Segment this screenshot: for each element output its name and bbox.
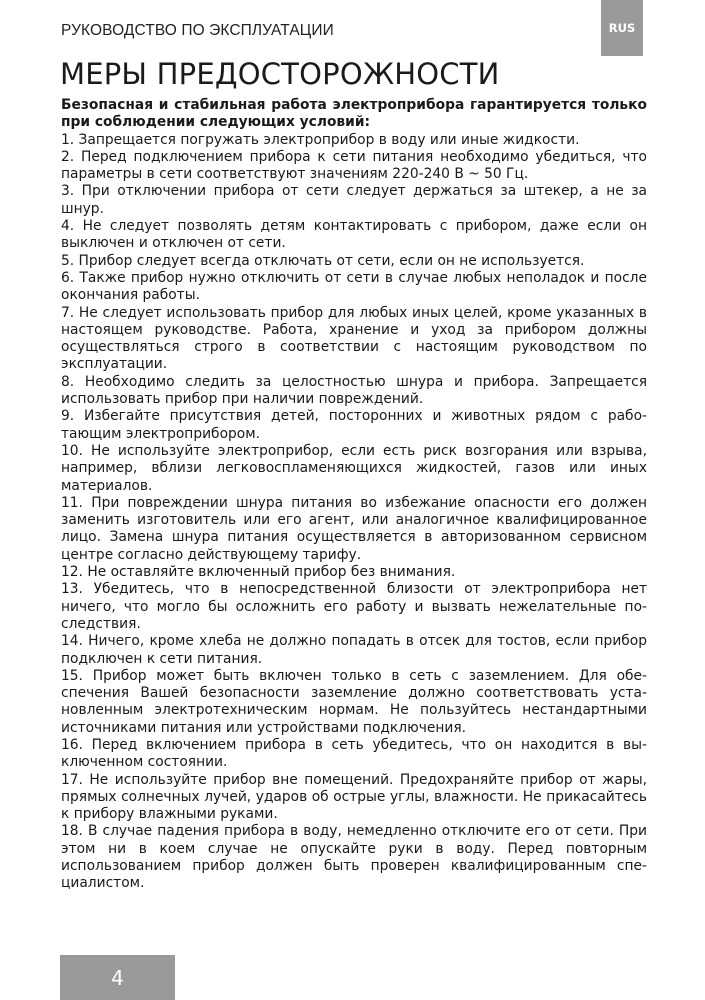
manual-title: РУКОВОДСТВО ПО ЭКСПЛУАТАЦИИ — [61, 22, 334, 39]
precaution-item-4: 4. Не следует позволять детям контактировать с прибором, даже если он выключен и отключен от сети. — [61, 218, 647, 252]
precautions-section — [61, 97, 647, 893]
precaution-item-18: 18. В случае падения прибора в воду, немедленно отключите его от сети. При этом ни в коем случае не опускайте руки в воду. Перед повторным использованием прибор должен быть проверен квалифицированным специалистом. — [61, 823, 647, 892]
page-title: МЕРЫ ПРЕДОСТОРОЖНОСТИ — [60, 57, 500, 91]
language-badge: RUS — [601, 0, 643, 56]
precaution-item-12: 12. Не оставляйте включенный прибор без внимания. — [61, 564, 456, 581]
precaution-item-17: 17. Не используйте прибор вне помещений. Предохраняйте прибор от жары, прямых солнечных лучей, ударов об острые углы, влажности. Не прикасайтесь к прибору влажными руками. — [61, 771, 647, 823]
intro-text: Безопасная и стабильная работа электроприбора гарантируется только при соблюдении следующих условий: — [61, 97, 647, 131]
precaution-item-3: 3. При отключении прибора от сети следует держаться за штекер, а не за шнур. — [61, 183, 647, 217]
precaution-item-1: 1. Запрещается погружать электроприбор в воду или иные жидкости. — [61, 131, 580, 148]
precaution-item-16: 16. Перед включением прибора в сеть убедитесь, что он находится в выключенном состоянии. — [61, 736, 647, 771]
precaution-item-2: 2. Перед подключением прибора к сети питания необходимо убедиться, что параметры в сети соответствуют значениям 220-240 В ~ 50 Гц. — [61, 148, 647, 183]
precaution-item-11: 11. При повреждении шнура питания во избежание опасности его должен заменить изготовитель или его агент, или аналогичное квалифицированное лицо. Замена шнура питания осуществляется в авторизованном сервисном центре согласно действующему тарифу. — [61, 494, 647, 563]
precaution-item-5: 5. Прибор следует всегда отключать от сети, если он не используется. — [61, 252, 585, 269]
precaution-item-7: 7. Не следует использовать прибор для любых иных целей, кроме указанных в настоящем руководстве. Работа, хранение и уход за прибором должны осуществляться строго в соответствии с настоящим руководством по эксплуатации. — [61, 304, 647, 373]
page-number: 4 — [60, 955, 175, 1000]
precaution-item-9: 9. Избегайте присутствия детей, посторонних и животных рядом с работающим электроприбором. — [61, 408, 647, 442]
precaution-item-8: 8. Необходимо следить за целостностью шнура и прибора. Запрещается использовать прибор при наличии повреждений. — [61, 373, 647, 408]
precaution-item-13: 13. Убедитесь, что в непосредственной близости от электроприбора нет ничего, что могло бы осложнить его работу и вызвать нежелательные последствия. — [61, 581, 647, 632]
precaution-item-6: 6. Также прибор нужно отключить от сети в случае любых неполадок и после окончания работы. — [61, 269, 647, 304]
precaution-item-15: 15. Прибор может быть включен только в сеть с заземлением. Для обеспечения Вашей безопасности заземление должно соответствовать установленным электротехническим нормам. Не пользуйтесь нестандартными источниками питания или устройствами подключения. — [61, 667, 647, 736]
precaution-item-14: 14. Ничего, кроме хлеба не должно попадать в отсек для тостов, если прибор подключен к сети питания. — [61, 633, 647, 667]
precaution-item-10: 10. Не используйте электроприбор, если есть риск возгорания или взрыва, например, вблизи легковоспламеняющихся жидкостей, газов или иных материалов. — [61, 442, 647, 494]
